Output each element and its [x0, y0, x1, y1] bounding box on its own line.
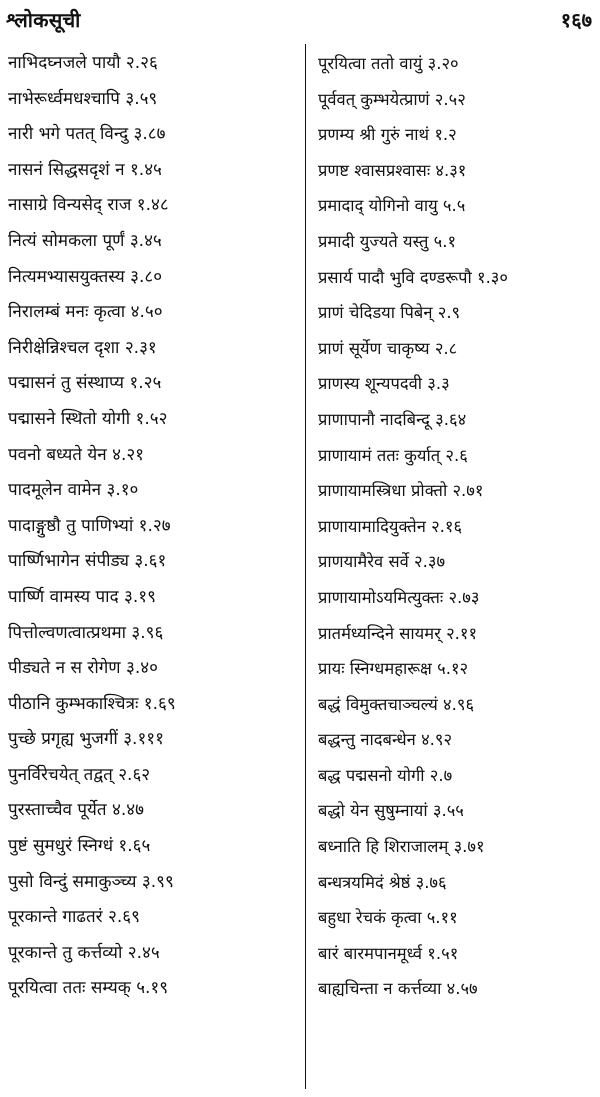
verse-index-entry: पूर्ववत् कुम्भयेत्प्राणं २.५२	[318, 89, 466, 109]
verse-index-entry: निरालम्बं मनः कृत्वा ४.५०	[8, 302, 163, 323]
verse-index-entry: पद्मासनं तु संस्थाप्य १.२५	[8, 373, 162, 394]
verse-index-entry: निरीक्षेन्निश्चल दृशा २.३१	[8, 337, 157, 358]
verse-index-entry: बहुधा रेचकं कृत्वा ५.११	[318, 908, 458, 928]
verse-index-entry: नित्यमभ्यासयुक्तस्य ३.८०	[8, 266, 163, 287]
verse-index-entry: बध्नाति हि शिराजालम् ३.७१	[318, 837, 485, 857]
verse-index-entry: प्रणम्य श्री गुरुं नाथं १.२	[318, 125, 457, 145]
verse-index-entry: नाभेरूर्ध्वमधश्चापि ३.५९	[8, 88, 158, 109]
verse-index-entry: पद्मासने स्थितो योगी १.५२	[8, 408, 168, 429]
verse-index-entry: प्राणं चेदिडया पिबेन् २.९	[318, 303, 461, 323]
verse-index-entry: बद्ध पद्मसनो योगी २.७	[318, 765, 453, 785]
verse-index-entry: पूरयित्वा ततो वायुं ३.२०	[318, 54, 459, 73]
verse-index-entry: प्राणायामोऽयमित्युक्तः २.७३	[318, 587, 480, 607]
right-column	[318, 46, 600, 1007]
verse-index-entry: नासनं सिद्धसदृशं न १.४५	[8, 159, 162, 180]
verse-index-entry: पुरस्ताच्चैव पूर्येत ४.४७	[8, 800, 144, 821]
verse-index-entry: प्रणष्ट श्वासप्रश्वासः ४.३१	[318, 160, 467, 180]
verse-index-entry: पुसो विन्दुं समाकुञ्च्य ३.९९	[8, 871, 174, 892]
verse-index-entry: बद्धं विमुक्तचाञ्चल्यं ४.९६	[318, 694, 475, 714]
verse-index-entry: बाह्यचिन्ता न कर्त्तव्या ४.५७	[318, 979, 478, 999]
verse-index-entry: प्राणायामादियुक्तेन २.१६	[318, 516, 463, 536]
verse-index-entry: पीड्यते न स रोगेण ३.४०	[8, 658, 158, 679]
verse-index-entry: बद्धन्तु नादबन्धेन ४.९२	[318, 730, 453, 750]
verse-index-entry: प्राणं सूर्येण चाकृष्य २.८	[318, 338, 458, 358]
verse-index-entry: पादाङ्गुष्ठौ तु पाणिभ्यां १.२७	[8, 515, 171, 536]
page-number: १६७	[560, 8, 592, 32]
verse-index-entry: बारं बारमपानमूर्ध्व १.५१	[318, 943, 459, 963]
verse-index-entry: प्रातर्मध्यन्दिने सायमर् २.११	[318, 623, 478, 643]
verse-index-entry: नारी भगे पतत् विन्दु ३.८७	[8, 124, 166, 145]
verse-index-entry: प्रसार्य पादौ भुवि दण्डरूपौ १.३०	[318, 267, 508, 287]
page-header	[0, 0, 600, 40]
verse-index-entry: नाभिदघ्नजले पायौ २.२६	[8, 53, 158, 73]
verse-index-entry: प्राणयामैरेव सर्वे २.३७	[318, 552, 446, 572]
verse-index-entry: पार्ष्णि वामस्य पाद ३.१९	[8, 586, 156, 607]
verse-index-entry: पीठानि कुम्भकाश्चित्रः १.६९	[8, 693, 176, 714]
verse-index-entry: प्राणापानौ नादबिन्दू ३.६४	[318, 409, 467, 429]
verse-index-entry: पुनर्विरेचयेत् तद्वत् २.६२	[8, 764, 151, 785]
verse-index-entry: नित्यं सोमकला पूर्णं ३.४५	[8, 230, 162, 251]
left-column	[8, 46, 298, 1007]
verse-index-entry: पुच्छे प्रगृह्य भुजगीं ३.१११	[8, 729, 164, 750]
column-divider	[305, 44, 306, 1089]
verse-index-entry: नासाग्रे विन्यसेद् राज १.४८	[8, 195, 169, 216]
verse-index-entry: पित्तोल्वणत्वात्प्रथमा ३.९६	[8, 622, 164, 643]
verse-index-entry: पूरयित्वा ततः सम्यक् ५.१९	[8, 978, 169, 999]
page-title: श्लोकसूची	[6, 8, 81, 32]
verse-index-entry: प्रमादाद् योगिनो वायु ५.५	[318, 196, 466, 216]
verse-index-entry: पार्ष्णिभागेन संपीड्य ३.६१	[8, 551, 167, 572]
verse-index-entry: प्रमादी युज्यते यस्तु ५.१	[318, 231, 457, 251]
verse-index-entry: पूरकान्ते तु कर्त्तव्यो २.४५	[8, 942, 160, 963]
verse-index-entry: पादमूलेन वामेन ३.१०	[8, 480, 139, 501]
verse-index-entry: बन्धत्रयमिदं श्रेष्ठं ३.७६	[318, 872, 447, 892]
verse-index-entry: पूरकान्ते गाढतरं २.६९	[8, 907, 140, 928]
verse-index-entry: प्राणायामं ततः कुर्यात् २.६	[318, 445, 468, 465]
verse-index-entry: प्राणस्य शून्यपदवी ३.३	[318, 374, 450, 394]
verse-index-entry: प्रायः स्निग्धमहारूक्ष ५.१२	[318, 659, 469, 679]
verse-index-entry: प्राणायामस्त्रिधा प्रोक्तो २.७१	[318, 481, 484, 501]
verse-index-entry: पवनो बध्यते येन ४.२१	[8, 444, 145, 465]
verse-index-entry: पुष्टं सुमधुरं स्निग्धं १.६५	[8, 836, 151, 857]
verse-index-entry: बद्धो येन सुषुम्नायां ३.५५	[318, 801, 464, 821]
